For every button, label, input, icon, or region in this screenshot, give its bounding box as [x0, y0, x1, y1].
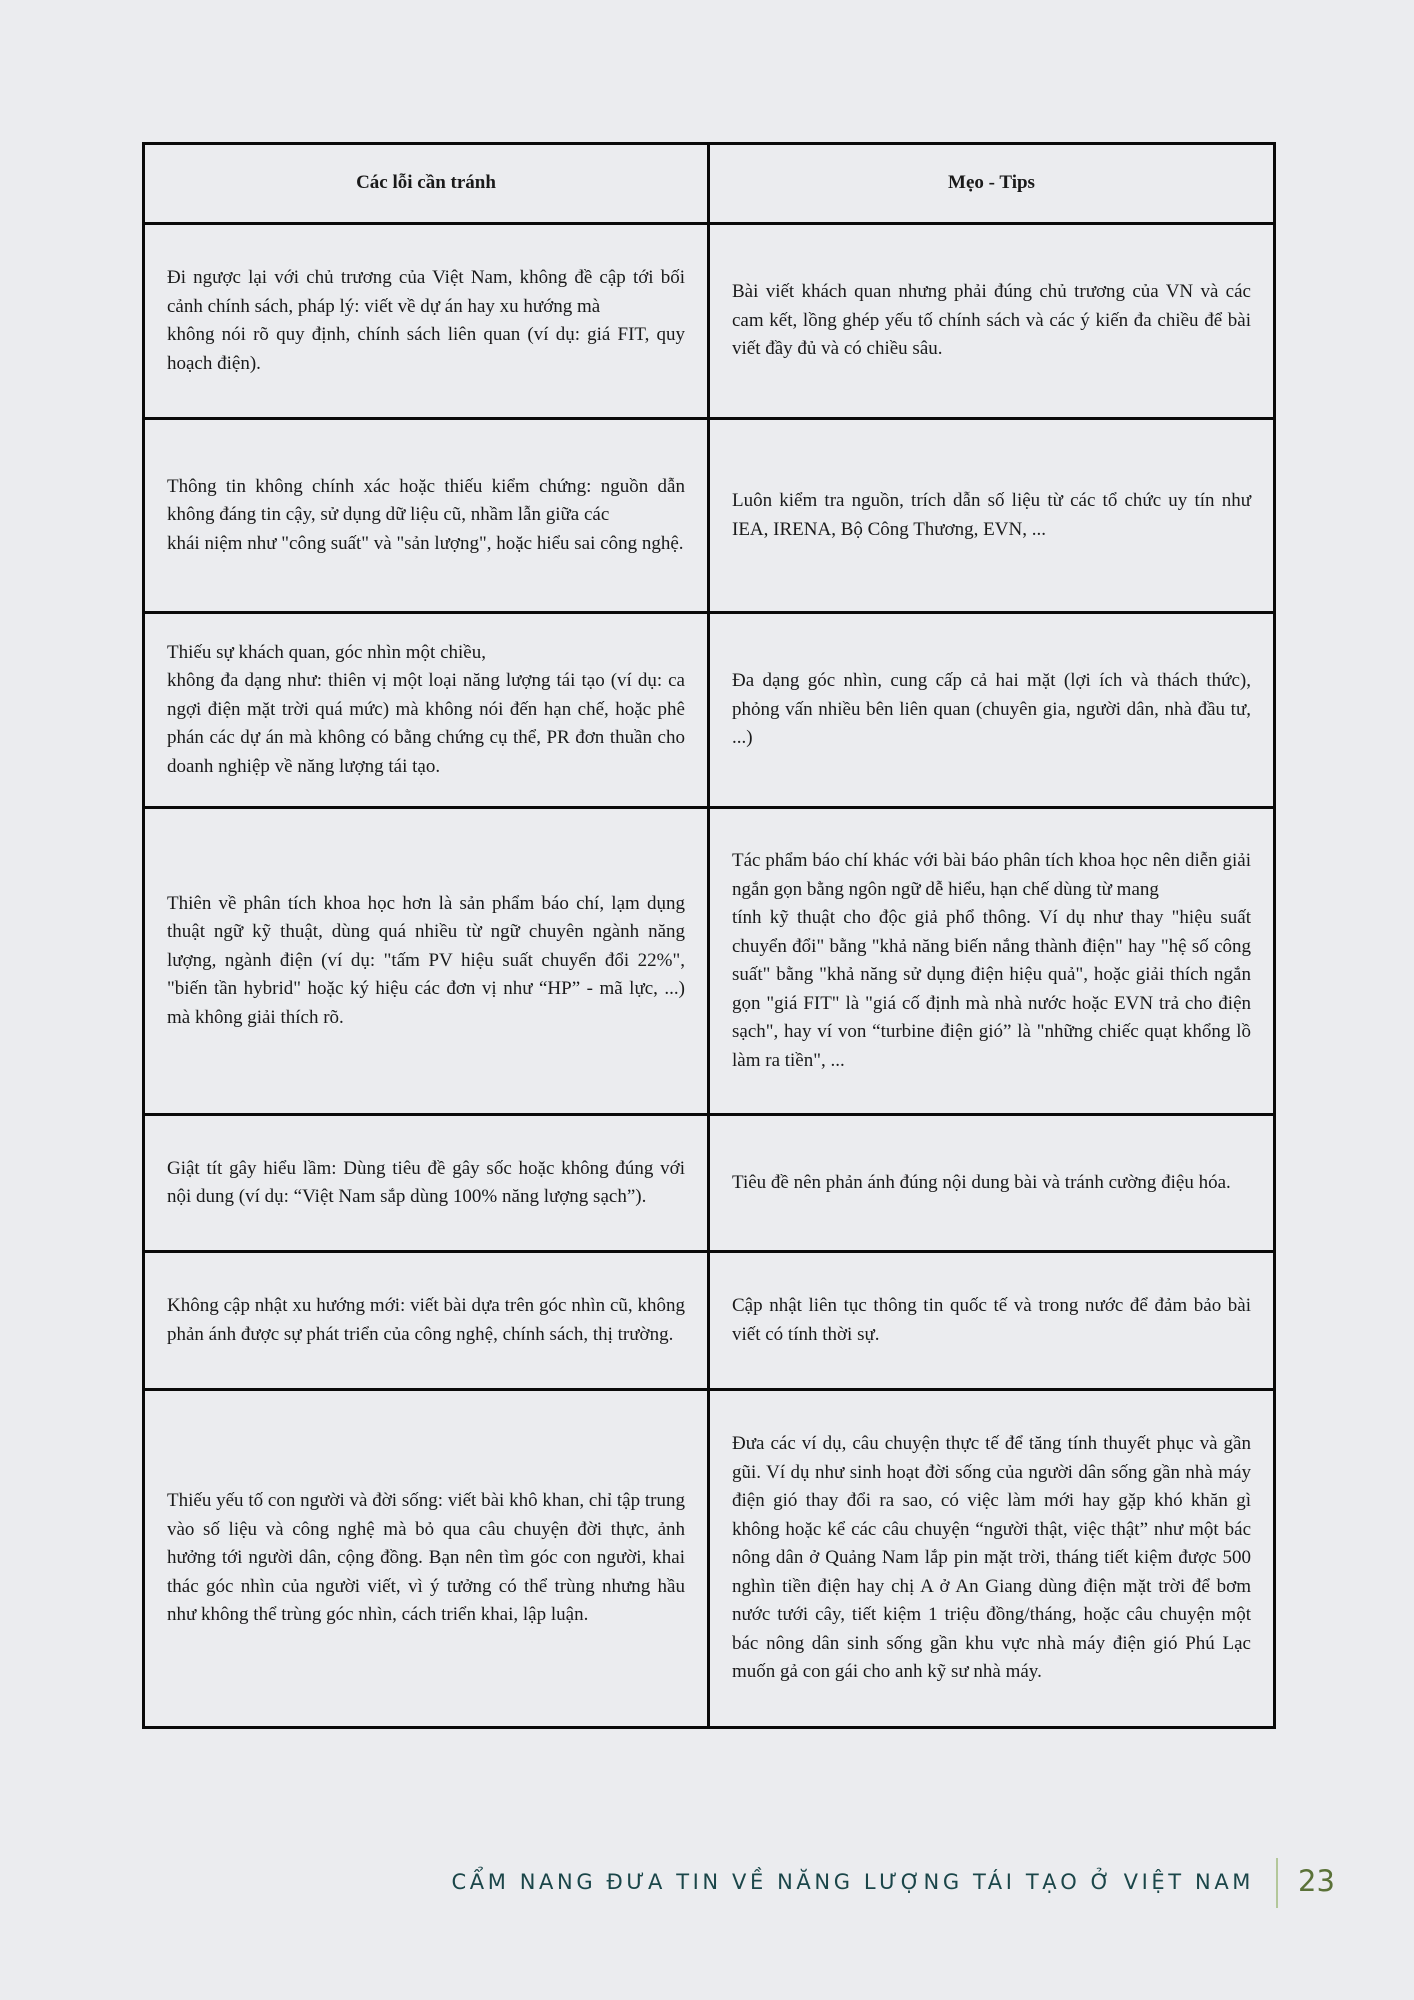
tip-cell: Luôn kiểm tra nguồn, trích dẫn số liệu từ các tổ chức uy tín như IEA, IRENA, Bộ Công Thương, EVN, ...: [709, 419, 1275, 613]
page-footer: [0, 1858, 1414, 1908]
table-header-row: [144, 144, 1275, 224]
header-mistakes: Các lỗi cần tránh: [144, 144, 709, 224]
tip-cell: Đa dạng góc nhìn, cung cấp cả hai mặt (lợi ích và thách thức), phỏng vấn nhiều bên liên quan (chuyên gia, người dân, nhà đầu tư, ...): [709, 613, 1275, 808]
table-row: [144, 224, 1275, 419]
tip-cell: Cập nhật liên tục thông tin quốc tế và trong nước để đảm bảo bài viết có tính thời sự.: [709, 1252, 1275, 1390]
table-row: [144, 1115, 1275, 1252]
footer-book-title: CẨM NANG ĐƯA TIN VỀ NĂNG LƯỢNG TÁI TẠO Ở VIỆT NAM: [451, 1870, 1254, 1894]
tip-cell: Tiêu đề nên phản ánh đúng nội dung bài và tránh cường điệu hóa.: [709, 1115, 1275, 1252]
mistake-cell: Thông tin không chính xác hoặc thiếu kiểm chứng: nguồn dẫn không đáng tin cậy, sử dụng dữ liệu cũ, nhầm lẫn giữa các khái niệm như "công suất" và "sản lượng", hoặc hiểu sai công nghệ.: [144, 419, 709, 613]
mistakes-tips-table: [142, 142, 1276, 1729]
table-row: [144, 808, 1275, 1115]
mistake-cell: Giật tít gây hiểu lầm: Dùng tiêu đề gây sốc hoặc không đúng với nội dung (ví dụ: “Việt Nam sắp dùng 100% năng lượng sạch”).: [144, 1115, 709, 1252]
tip-cell: Đưa các ví dụ, câu chuyện thực tế để tăng tính thuyết phục và gần gũi. Ví dụ như sinh hoạt đời sống của người dân sống gần nhà máy điện gió thay đổi ra sao, có việc làm mới hay gặp khó khăn gì không hoặc kể các câu chuyện “người thật, việc thật” như một bác nông dân ở Quảng Nam lắp pin mặt trời, tháng tiết kiệm được 500 nghìn tiền điện hay chị A ở An Giang dùng điện mặt trời để bơm nước tưới cây, tiết kiệm 1 triệu đồng/tháng, hoặc câu chuyện một bác nông dân sinh sống gần khu vực nhà máy điện gió Phú Lạc muốn gả con gái cho anh kỹ sư nhà máy.: [709, 1390, 1275, 1728]
table-row: [144, 419, 1275, 613]
mistake-cell: Không cập nhật xu hướng mới: viết bài dựa trên góc nhìn cũ, không phản ánh được sự phát triển của công nghệ, chính sách, thị trường.: [144, 1252, 709, 1390]
mistake-cell: Thiên về phân tích khoa học hơn là sản phẩm báo chí, lạm dụng thuật ngữ kỹ thuật, dùng quá nhiều từ ngữ chuyên ngành năng lượng, ngành điện (ví dụ: "tấm PV hiệu suất chuyển đổi 22%", "biến tần hybrid" hoặc ký hiệu các đơn vị như “HP” - mã lực, ...) mà không giải thích rõ.: [144, 808, 709, 1115]
table-row: [144, 1390, 1275, 1728]
table-row: [144, 1252, 1275, 1390]
mistake-cell: Thiếu sự khách quan, góc nhìn một chiều, không đa dạng như: thiên vị một loại năng lượng tái tạo (ví dụ: ca ngợi điện mặt trời quá mức) mà không nói đến hạn chế, hoặc phê phán các dự án mà không có bằng chứng cụ thể, PR đơn thuần cho doanh nghiệp về năng lượng tái tạo.: [144, 613, 709, 808]
tip-cell: Tác phẩm báo chí khác với bài báo phân tích khoa học nên diễn giải ngắn gọn bằng ngôn ngữ dễ hiểu, hạn chế dùng từ mang tính kỹ thuật cho độc giả phổ thông. Ví dụ như thay "hiệu suất chuyển đổi" bằng "khả năng biến nắng thành điện" hay "hệ số công suất" bằng "khả năng sử dụng điện hiệu quả", hoặc giải thích ngắn gọn "giá FIT" là "giá cố định mà nhà nước hoặc EVN trả cho điện sạch", hay ví von “turbine điện gió” là "những chiếc quạt khổng lồ làm ra tiền", ...: [709, 808, 1275, 1115]
tip-cell: Bài viết khách quan nhưng phải đúng chủ trương của VN và các cam kết, lồng ghép yếu tố chính sách và các ý kiến đa chiều để bài viết đầy đủ và có chiều sâu.: [709, 224, 1275, 419]
header-tips: Mẹo - Tips: [709, 144, 1275, 224]
mistake-cell: Đi ngược lại với chủ trương của Việt Nam, không đề cập tới bối cảnh chính sách, pháp lý: viết về dự án hay xu hướng mà không nói rõ quy định, chính sách liên quan (ví dụ: giá FIT, quy hoạch điện).: [144, 224, 709, 419]
page-number: 23: [1298, 1864, 1335, 1898]
footer-divider: [1276, 1858, 1278, 1908]
mistake-cell: Thiếu yếu tố con người và đời sống: viết bài khô khan, chỉ tập trung vào số liệu và công nghệ mà bỏ qua câu chuyện đời thực, ảnh hưởng tới người dân, cộng đồng. Bạn nên tìm góc con người, khai thác góc nhìn của người viết, vì ý tưởng có thể trùng nhưng hầu như không thể trùng góc nhìn, cách triển khai, lập luận.: [144, 1390, 709, 1728]
table-row: [144, 613, 1275, 808]
